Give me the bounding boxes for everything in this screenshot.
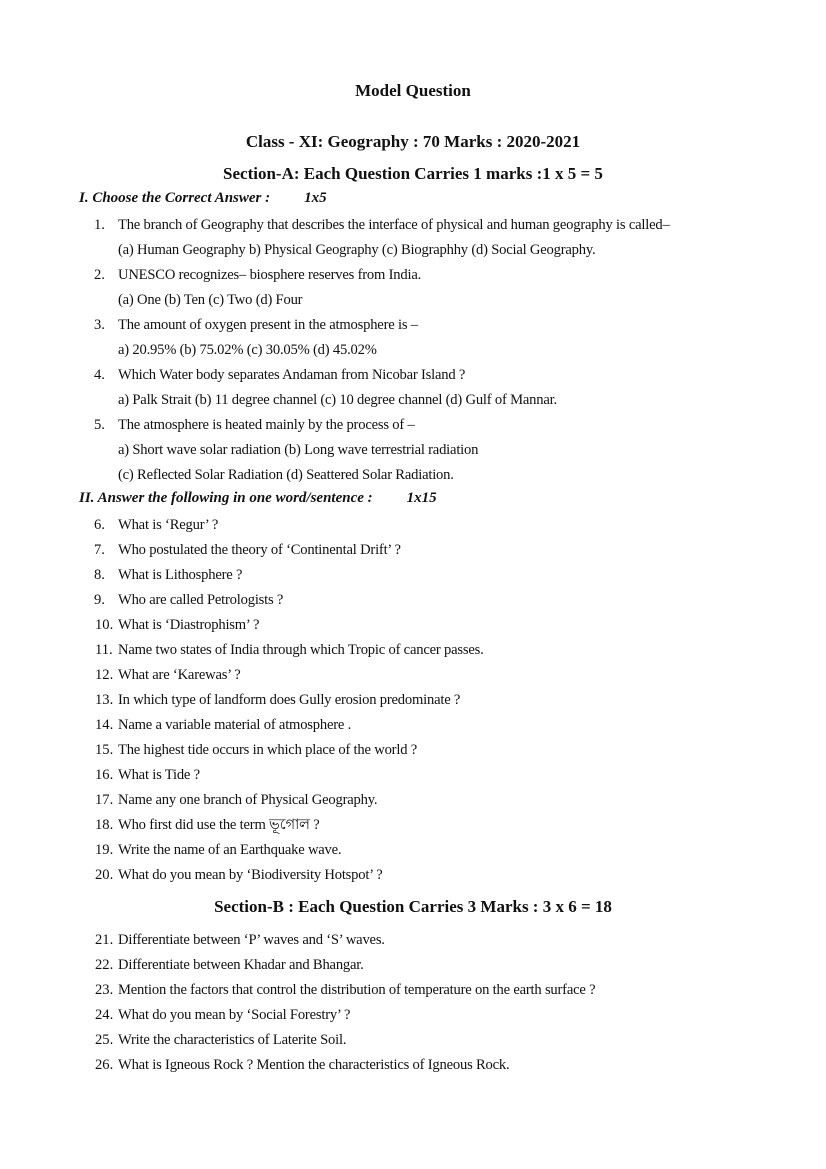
question-line	[0, 738, 826, 763]
answer-options: (c) Reflected Solar Radiation (d) Seattered Solar Radiation.	[118, 467, 454, 483]
question-text: UNESCO recognizes– biosphere reserves from India.	[118, 267, 422, 283]
class-subject-line: Class - XI: Geography : 70 Marks : 2020-2021	[245, 132, 581, 151]
part-1-marks: 1x5	[304, 190, 327, 206]
question-number: 9.	[94, 592, 105, 608]
part-2-marks: 1x15	[406, 490, 437, 506]
question-text: Name a variable material of atmosphere .	[118, 717, 352, 733]
question-number: 22.	[95, 957, 114, 973]
question-text: The amount of oxygen present in the atmosphere is –	[118, 317, 418, 333]
question-text: The highest tide occurs in which place of the world ?	[118, 742, 418, 758]
question-number: 13.	[95, 692, 114, 708]
question-text: What do you mean by ‘Social Forestry’ ?	[118, 1007, 351, 1023]
answer-options: a) Palk Strait (b) 11 degree channel (c) 10 degree channel (d) Gulf of Mannar.	[118, 392, 557, 408]
section-b-list	[0, 928, 826, 1078]
mcq-list	[0, 213, 826, 488]
question-number: 2.	[94, 267, 105, 283]
question-line	[0, 953, 826, 978]
question-text: Who are called Petrologists ?	[118, 592, 284, 608]
question-line	[0, 438, 826, 463]
question-line	[0, 263, 826, 288]
question-text: Write the name of an Earthquake wave.	[118, 842, 342, 858]
question-number: 14.	[95, 717, 114, 733]
question-number: 24.	[95, 1007, 114, 1023]
question-line	[0, 363, 826, 388]
question-line	[0, 588, 826, 613]
short-answer-list	[0, 513, 826, 888]
part-2-heading	[79, 490, 437, 507]
question-number: 15.	[95, 742, 114, 758]
question-line	[0, 513, 826, 538]
question-line	[0, 313, 826, 338]
question-number: 25.	[95, 1032, 114, 1048]
question-text: Name any one branch of Physical Geography.	[118, 792, 378, 808]
question-text: Name two states of India through which Tropic of cancer passes.	[118, 642, 484, 658]
question-text: What are ‘Karewas’ ?	[118, 667, 241, 683]
question-line	[0, 463, 826, 488]
question-text: The branch of Geography that describes the interface of physical and human geography is called–	[118, 217, 670, 233]
question-number: 26.	[95, 1057, 114, 1073]
part-2-label: II. Answer the following in one word/sentence :	[79, 490, 373, 506]
question-text: Mention the factors that control the distribution of temperature on the earth surface ?	[118, 982, 596, 998]
question-line	[0, 663, 826, 688]
question-text: Who postulated the theory of ‘Continental Drift’ ?	[118, 542, 401, 558]
question-line	[0, 288, 826, 313]
question-number: 7.	[94, 542, 105, 558]
question-line	[0, 388, 826, 413]
question-number: 4.	[94, 367, 105, 383]
part-1-heading	[79, 190, 327, 207]
section-b-heading: Section-B : Each Question Carries 3 Marks : 3 x 6 = 18	[214, 897, 612, 916]
question-line	[0, 763, 826, 788]
question-line	[0, 688, 826, 713]
question-text: What is Lithosphere ?	[118, 567, 243, 583]
question-line	[0, 928, 826, 953]
question-text: Differentiate between Khadar and Bhangar.	[118, 957, 364, 973]
question-number: 10.	[95, 617, 114, 633]
question-text: What do you mean by ‘Biodiversity Hotspot’ ?	[118, 867, 383, 883]
question-line	[0, 813, 826, 838]
answer-options: (a) One (b) Ten (c) Two (d) Four	[118, 292, 303, 308]
question-number: 16.	[95, 767, 114, 783]
question-text: Which Water body separates Andaman from Nicobar Island ?	[118, 367, 466, 383]
question-line	[0, 563, 826, 588]
question-text: Who first did use the term ভূগোল ?	[118, 817, 320, 833]
question-text: What is Igneous Rock ? Mention the characteristics of Igneous Rock.	[118, 1057, 510, 1073]
question-number: 19.	[95, 842, 114, 858]
question-line	[0, 978, 826, 1003]
question-number: 20.	[95, 867, 114, 883]
answer-options: a) Short wave solar radiation (b) Long wave terrestrial radiation	[118, 442, 479, 458]
part-1-label: I. Choose the Correct Answer :	[79, 190, 271, 206]
question-line	[0, 1028, 826, 1053]
question-text: What is Tide ?	[118, 767, 200, 783]
question-line	[0, 213, 826, 238]
question-line	[0, 838, 826, 863]
question-number: 21.	[95, 932, 114, 948]
question-number: 17.	[95, 792, 114, 808]
question-number: 12.	[95, 667, 114, 683]
question-text: What is ‘Regur’ ?	[118, 517, 219, 533]
question-line	[0, 788, 826, 813]
question-line	[0, 613, 826, 638]
question-line	[0, 338, 826, 363]
question-line	[0, 1003, 826, 1028]
question-text: Differentiate between ‘P’ waves and ‘S’ waves.	[118, 932, 385, 948]
question-number: 5.	[94, 417, 105, 433]
answer-options: (a) Human Geography b) Physical Geography (c) Biographhy (d) Social Geography.	[118, 242, 596, 258]
question-number: 8.	[94, 567, 105, 583]
question-number: 23.	[95, 982, 114, 998]
answer-options: a) 20.95% (b) 75.02% (c) 30.05% (d) 45.02%	[118, 342, 377, 358]
question-text: In which type of landform does Gully erosion predominate ?	[118, 692, 461, 708]
question-line	[0, 863, 826, 888]
question-line	[0, 538, 826, 563]
section-a-heading: Section-A: Each Question Carries 1 marks :1 x 5 = 5	[223, 164, 603, 183]
question-line	[0, 413, 826, 438]
question-text: What is ‘Diastrophism’ ?	[118, 617, 260, 633]
question-text: The atmosphere is heated mainly by the process of –	[118, 417, 415, 433]
question-line	[0, 713, 826, 738]
question-number: 18.	[95, 817, 114, 833]
question-number: 3.	[94, 317, 105, 333]
page-title: Model Question	[355, 81, 471, 100]
question-line	[0, 1053, 826, 1078]
question-number: 1.	[94, 217, 105, 233]
question-number: 11.	[95, 642, 113, 658]
question-line	[0, 238, 826, 263]
question-line	[0, 638, 826, 663]
question-text: Write the characteristics of Laterite Soil.	[118, 1032, 347, 1048]
question-number: 6.	[94, 517, 105, 533]
